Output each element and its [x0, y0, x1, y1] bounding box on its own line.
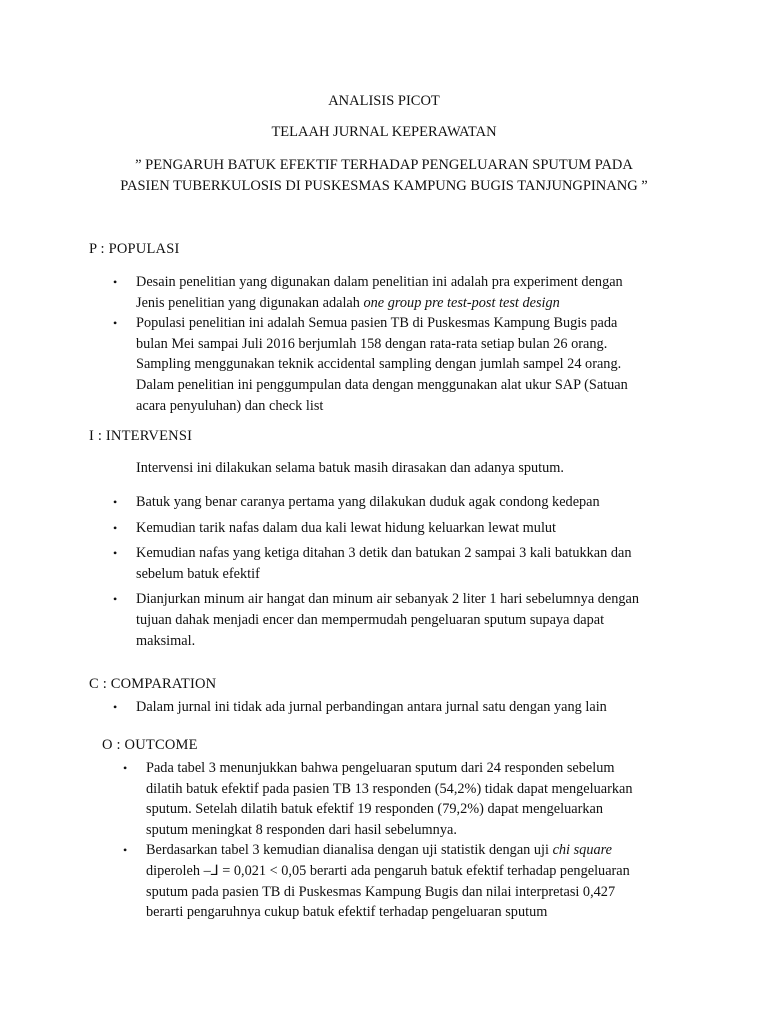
bullet-icon: •: [123, 761, 128, 775]
list-item: • Dianjurkan minum air hangat dan minum air sebanyak 2 liter 1 hari sebelumnya dengan tujuan dahak menjadi encer dan mempermudah pengeluaran sputum supaya dapat maksimal.: [113, 591, 640, 649]
journal-title-line-1: ” PENGARUH BATUK EFEKTIF TERHADAP PENGELUARAN SPUTUM PADA: [135, 157, 633, 173]
list-item: • Batuk yang benar caranya pertama yang dilakukan duduk agak condong kedepan: [113, 492, 673, 513]
bullet-icon: •: [113, 275, 118, 289]
list-item: • Desain penelitian yang digunakan dalam penelitian ini adalah pra experiment dengan Jenis penelitian yang digunakan adalah one group pre test-post test design: [113, 274, 623, 311]
journal-title-line-2: PASIEN TUBERKULOSIS DI PUSKESMAS KAMPUNG BUGIS TANJUNGPINANG ”: [120, 178, 648, 194]
journal-title: [0, 155, 768, 197]
intervensi-list: [113, 492, 673, 651]
list-item: • Berdasarkan tabel 3 kemudian dianalisa dengan uji statistik dengan uji chi square diperoleh –⅃ = 0,021 < 0,05 berarti ada pengaruh batuk efektif terhadap pengeluaran sputum pada pasien TB di Puskesmas Kampung Bugis dan nilai interpretasi 0,427 berarti pengaruhnya cukup batuk efektif terhadap pengeluaran sputum: [123, 842, 630, 921]
bullet-icon: •: [123, 843, 128, 858]
list-item: • Kemudian nafas yang ketiga ditahan 3 detik dan batukan 2 sampai 3 kali batukkan dan sebelum batuk efektif: [113, 545, 632, 582]
outcome-list: [123, 758, 683, 923]
list-item: • Dalam jurnal ini tidak ada jurnal perbandingan antara jurnal satu dengan yang lain: [113, 697, 673, 718]
section-heading-populasi: P : POPULASI: [89, 241, 180, 257]
bullet-icon: •: [113, 700, 118, 714]
section-heading-outcome: O : OUTCOME: [102, 737, 198, 753]
comparation-list: [113, 697, 673, 718]
section-heading-intervensi: I : INTERVENSI: [89, 428, 193, 444]
intervensi-intro: Intervensi ini dilakukan selama batuk masih dirasakan dan adanya sputum.: [136, 460, 564, 476]
list-item: • Pada tabel 3 menunjukkan bahwa pengeluaran sputum dari 24 responden sebelum dilatih batuk efektif pada pasien TB 13 responden (54,2%) tidak dapat mengeluarkan sputum. Setelah dilatih batuk efektif 19 responden (79,2%) dapat mengeluarkan sputum meningkat 8 responden dari hasil sebelumnya.: [123, 760, 633, 838]
populasi-list: [113, 272, 673, 416]
list-item: • Populasi penelitian ini adalah Semua pasien TB di Puskesmas Kampung Bugis pada bulan Mei sampai Juli 2016 berjumlah 158 dengan rata-rata setiap bulan 26 orang. Sampling menggunakan teknik accidental sampling dengan jumlah sampel 24 orang. Dalam penelitian ini penggumpulan data dengan menggunakan alat ukur SAP (Satuan acara penyuluhan) dan check list: [113, 315, 628, 414]
list-item: • Kemudian tarik nafas dalam dua kali lewat hidung keluarkan lewat mulut: [113, 518, 673, 539]
bullet-icon: •: [113, 316, 118, 331]
bullet-icon: •: [113, 495, 118, 509]
section-heading-comparation: C : COMPARATION: [89, 676, 217, 692]
bullet-icon: •: [113, 592, 118, 607]
document-title: ANALISIS PICOT: [328, 93, 440, 109]
document-subtitle: TELAAH JURNAL KEPERAWATAN: [271, 124, 497, 140]
bullet-icon: •: [113, 546, 118, 561]
bullet-icon: •: [113, 520, 118, 535]
